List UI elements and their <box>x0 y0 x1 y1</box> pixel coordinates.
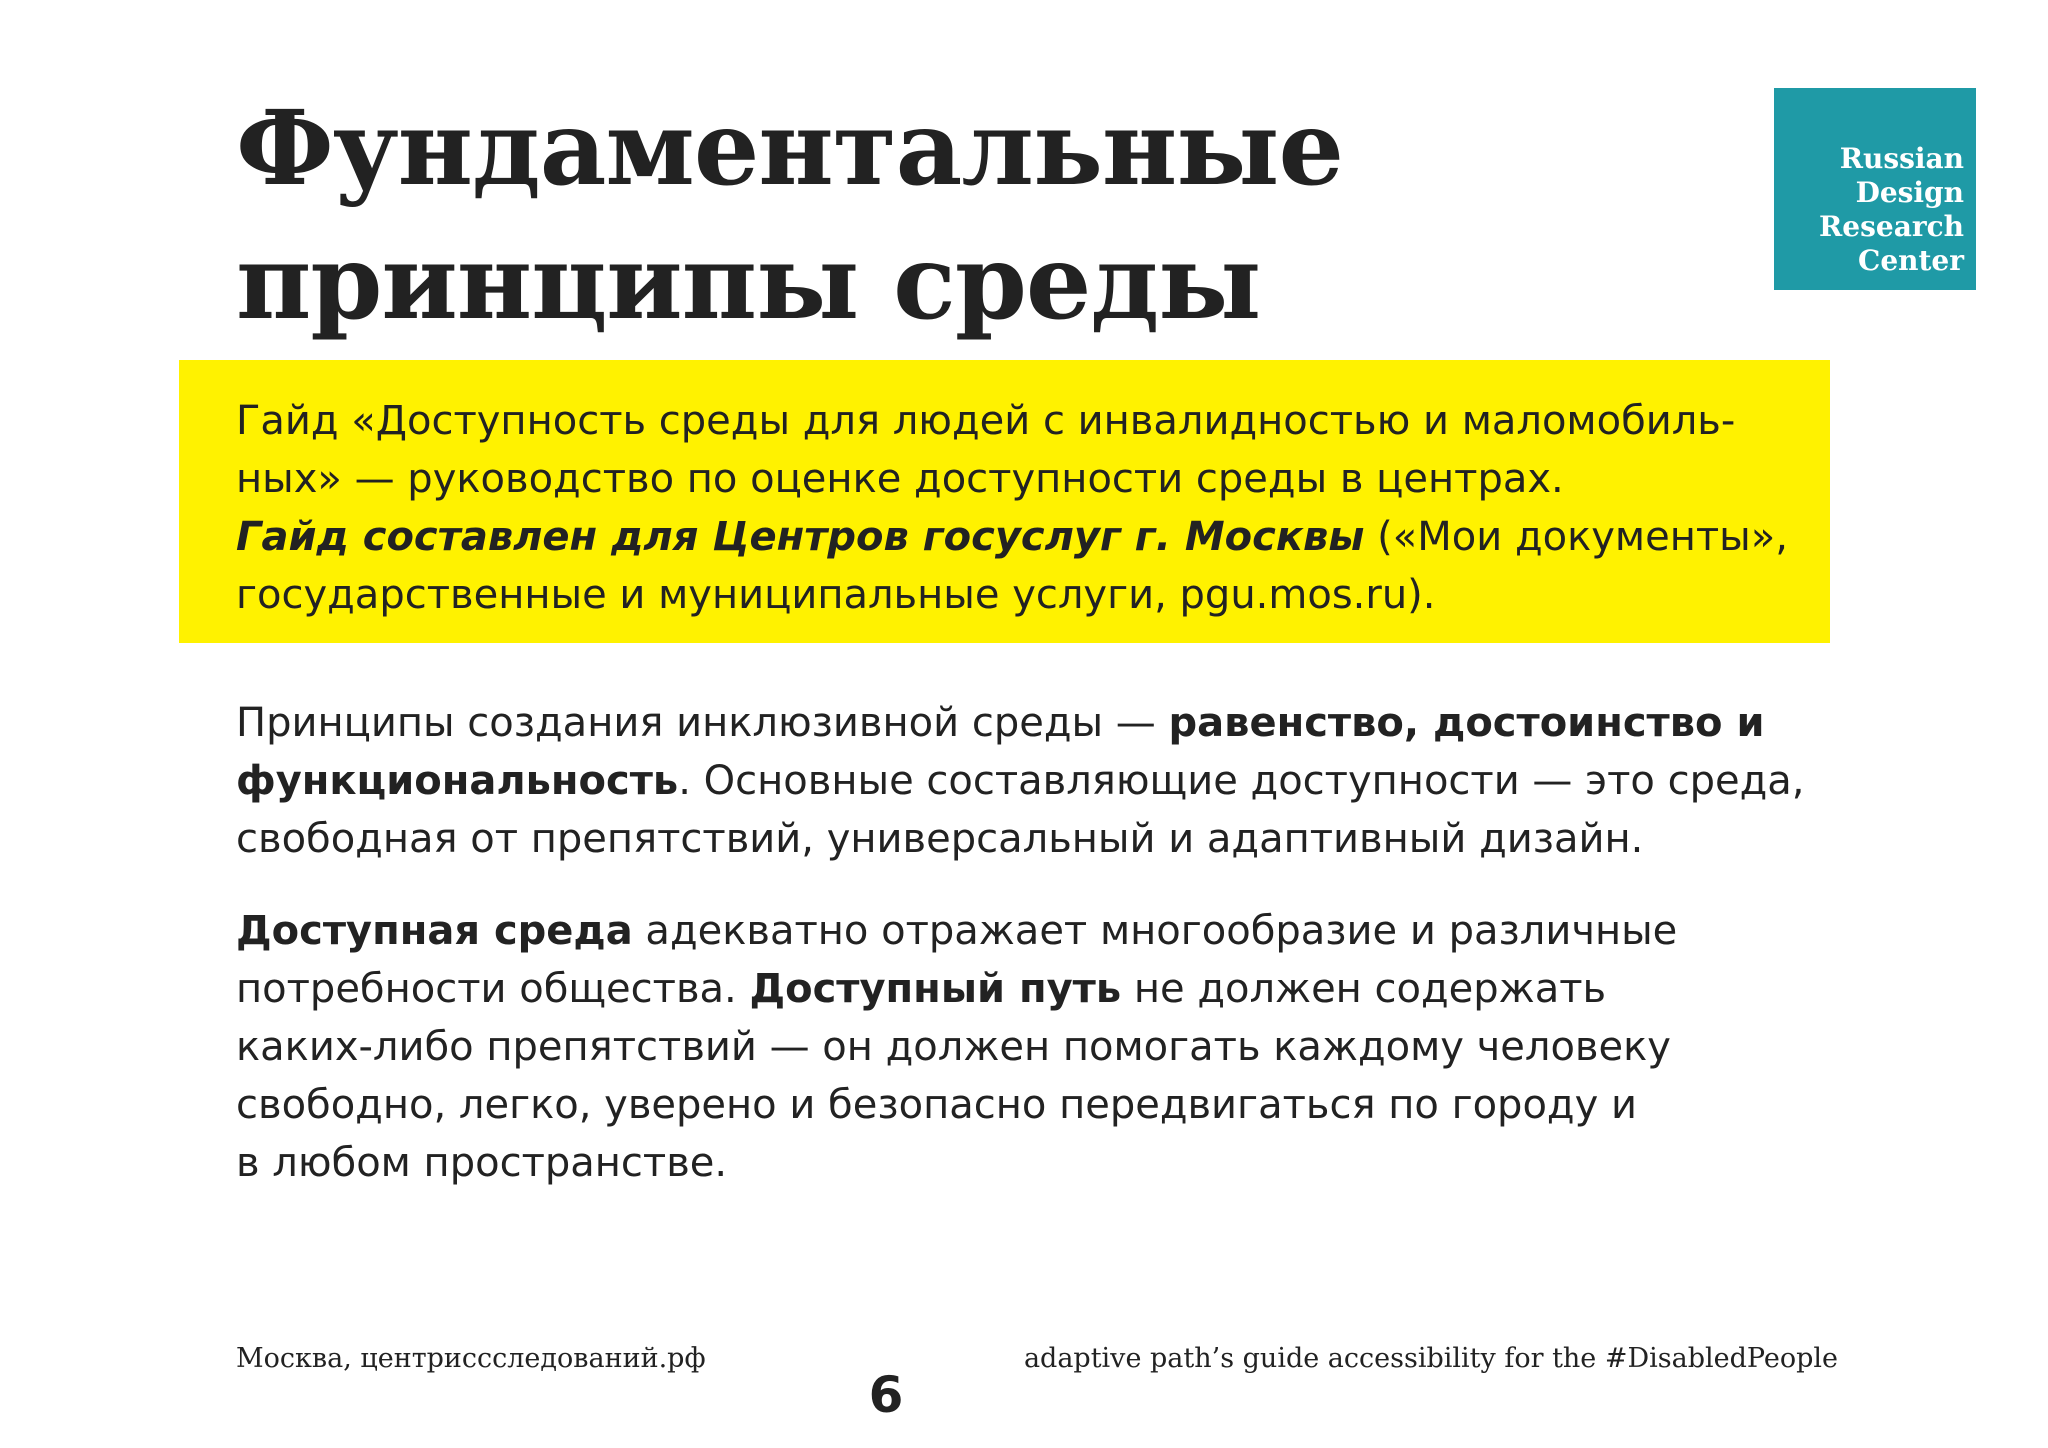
paragraph-1-line-1 <box>236 694 1796 752</box>
highlight-line-2: ных» — руководство по оценке доступности среды в центрах. <box>236 456 1564 502</box>
footer-guide-title: adaptive path’s guide accessibility for the #DisabledPeople <box>1023 1343 1838 1374</box>
paragraph-1-text: Принципы создания инклюзивной среды — <box>236 700 1169 746</box>
rdrc-logo <box>1774 88 1976 290</box>
body-text <box>236 694 1805 1192</box>
paragraph-accessible-environment <box>236 902 1796 1192</box>
highlight-line-4: государственные и муниципальные услуги, pgu.mos.ru). <box>236 572 1436 618</box>
paragraph-2-bold-1: Доступная среда <box>236 908 633 954</box>
page-title-line-1: Фундаментальные <box>236 88 1344 209</box>
paragraph-1-line-3: свободная от препятствий, универсальный и адаптивный дизайн. <box>236 816 1644 862</box>
paragraph-1-line-2 <box>236 752 1805 810</box>
highlight-emphasis: Гайд составлен для Центров госуслуг г. Москвы <box>236 514 1365 560</box>
paragraph-1-text-2: . Основные составляющие доступности — это среда, <box>678 758 1805 804</box>
logo-line-4: Center <box>1858 244 1964 277</box>
paragraph-2-line-3: каких-либо препятствий — он должен помогать каждому человеку <box>236 1024 1671 1070</box>
paragraph-2-line-1 <box>236 902 1796 960</box>
page-number: 6 <box>868 1366 904 1424</box>
paragraph-principles <box>236 694 1805 868</box>
logo-line-2: Design <box>1855 176 1964 209</box>
logo-line-1: Russian <box>1839 142 1964 175</box>
paragraph-2-line-4: свободно, легко, уверено и безопасно передвигаться по городу и <box>236 1082 1637 1128</box>
highlight-line-3-rest: («Мои документы», <box>1364 514 1788 560</box>
paragraph-2-bold-2: Доступный путь <box>749 966 1122 1012</box>
page-title <box>236 82 1343 350</box>
paragraph-2-line-5: в любом пространстве. <box>236 1140 728 1186</box>
logo-line-3: Research <box>1819 210 1964 243</box>
highlight-box <box>179 360 1830 643</box>
paragraph-2-text-3: не должен содержать <box>1121 966 1607 1012</box>
paragraph-1-bold-2: функциональность <box>236 758 679 804</box>
highlight-line-1: Гайд «Доступность среды для людей с инвалидностью и маломобиль- <box>236 398 1736 444</box>
highlight-line-3 <box>236 508 1830 566</box>
paragraph-2-text-1: адекватно отражает многообразие и различные <box>632 908 1678 954</box>
paragraph-2-line-2 <box>236 960 1796 1018</box>
highlight-text <box>236 392 1830 624</box>
footer-location: Москва, центриссследований.рф <box>236 1343 706 1374</box>
paragraph-2-text-2: потребности общества. <box>236 966 750 1012</box>
page-title-line-2: принципы среды <box>236 222 1261 343</box>
paragraph-1-bold-1: равенство, достоинство и <box>1168 700 1765 746</box>
